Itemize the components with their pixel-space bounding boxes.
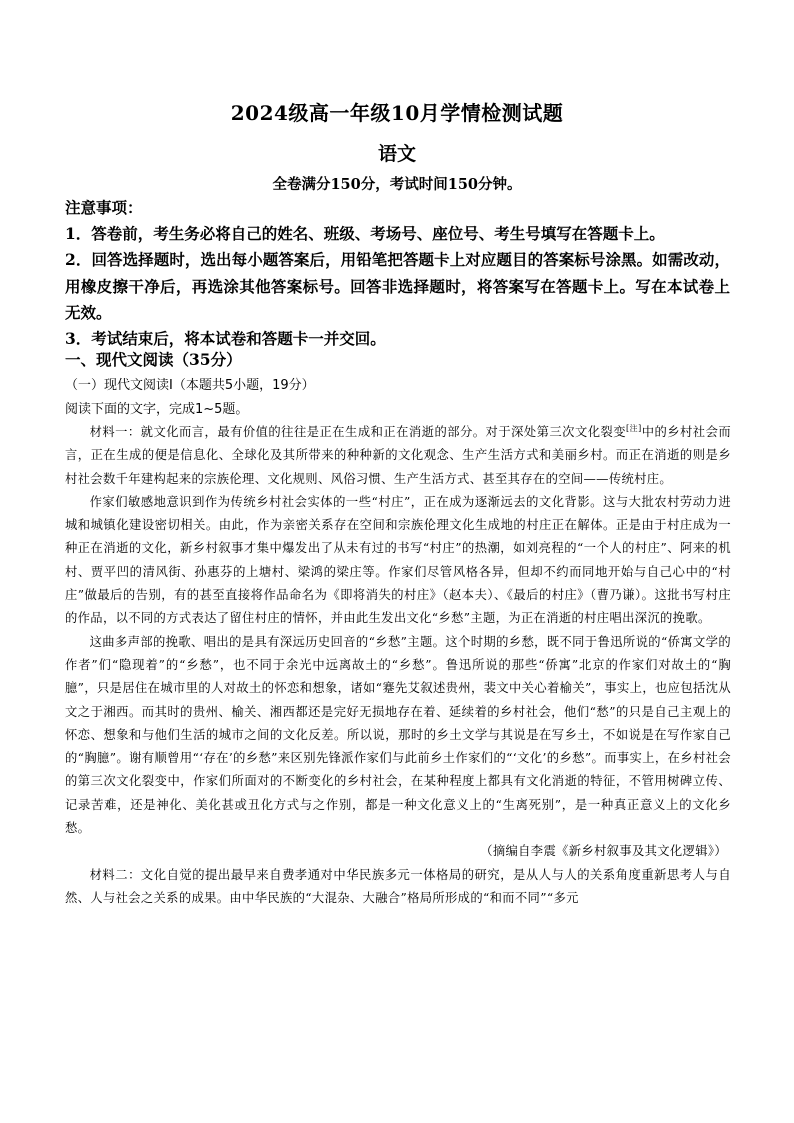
note-item-1: 1．答卷前，考生务必将自己的姓名、班级、考场号、座位号、考生号填写在答题卡上。: [65, 224, 665, 244]
score-time-line: 全卷满分150分，考试时间150分钟。: [272, 176, 522, 193]
notes-heading: 注意事项：: [65, 198, 143, 217]
subsection-title: （一）现代文阅读Ⅰ（本题共5小题，19分）: [65, 378, 315, 393]
material1-source: （摘编自李震《新乡村叙事及其文化逻辑》）: [480, 844, 727, 859]
footnote-marker: [注]: [626, 423, 642, 433]
note-item-2: 2．回答选择题时，选出每小题答案后，用铅笔把答题卡上对应题目的答案标号涂黑。如需改动，用橡皮擦干净后，再选涂其他答案标号。回答非选择题时，将答案写在答题卡上。写在本试卷上无效。: [65, 250, 730, 322]
material1-p1-text-a: 材料一：就文化而言，最有价值的往往是正在生成和正在消逝的部分。对于深处第三次文化裂变: [89, 425, 627, 439]
material1-paragraph-2: 作家们敏感地意识到作为传统乡村社会实体的一些“村庄”，正在成为逐渐远去的文化背影。这与大批农村劳动力进城和城镇化建设密切相关。由此，作为亲密关系存在空间和宗族伦理文化生成地的村庄正在解体。正是由于村庄成为一种正在消逝的文化，新乡村叙事才集中爆发出了从未有过的书写“村庄”的热潮，如刘亮程的“一个人的村庄”、阿来的机村、贾平凹的清风街、孙惠芬的上塘村、梁鸿的梁庄等。作家们尽管风格各异，但却不约而同地开始与自己心中的“村庄”做最后的告别，有的甚至直接将作品命名为《即将消失的村庄》（赵本夫）、《最后的村庄》（曹乃谦）。这批书写村庄的作品，以不同的方式表达了留住村庄的情怀，并由此生发出文化“乡愁”主题，为正在消逝的村庄唱出深沉的挽歌。: [65, 494, 731, 626]
reading-instruction: 阅读下面的文字，完成1~5题。: [65, 402, 249, 417]
note-item-3: 3．考试结束后，将本试卷和答题卡一并交回。: [65, 329, 386, 349]
exam-title: 2024级高一年级10月学情检测试题: [230, 101, 564, 125]
subject-title: 语文: [377, 143, 416, 165]
material1-paragraph-3: 这曲多声部的挽歌、唱出的是具有深远历史回音的“乡愁”主题。这个时期的乡愁，既不同于鲁迅所说的“侨寓文学的作者”们“隐现着”的“乡愁”，也不同于余光中远离故土的“乡愁”。鲁迅所说的那些“侨寓”北京的作家们对故土的“胸臆”，只是居住在城市里的人对故土的怀恋和想象，诸如“蹇先艾叙述贵州，裴文中关心着榆关”，事实上，也应包括沈从文之于湘西。而其时的贵州、榆关、湘西都还是完好无损地存在着、延续着的乡村社会，他们“愁”的只是自己主观上的怀恋、想象和与他们生活的城市之间的文化反差。所以说，那时的乡土文学与其说是在写乡土，不如说是在写作家自己的“胸臆”。谢有顺曾用“‘存在’的乡愁”来区别先锋派作家们与此前乡土作家们的“‘文化’的乡愁”。而事实上，在乡村社会的第三次文化裂变中，作家们所面对的不断变化的乡村社会，在某种程度上都具有文化消逝的特征，不管用树碑立传、记录苦难，还是神化、美化甚或丑化方式与之作别，都是一种文化意义上的“生离死别”，是一种真正意义上的文化乡愁。: [65, 634, 731, 836]
section-title: 一、现代文阅读（35分）: [65, 350, 242, 369]
material2-paragraph-1: 材料二：文化自觉的提出最早来自费孝通对中华民族多元一体格局的研究，是从人与人的关系角度重新思考人与自然、人与社会之关系的成果。由中华民族的“大混杂、大融合”格局所形成的“和而不同”“多元: [65, 867, 731, 905]
material1-paragraph-1: [65, 421, 731, 491]
notes-block: [65, 195, 730, 352]
material1-p1-text-b: 中的乡村社会而言，正在生成的便是信息化、全球化及其所带来的种种新的文化观念、生产生活方式和美丽乡村。而正在消逝的则是乡村社会数千年建构起来的宗族伦理、文化规则、风俗习惯、生产生活方式、甚至其存在的空间——传统村庄。: [65, 425, 732, 486]
reading-passage: [65, 421, 731, 910]
